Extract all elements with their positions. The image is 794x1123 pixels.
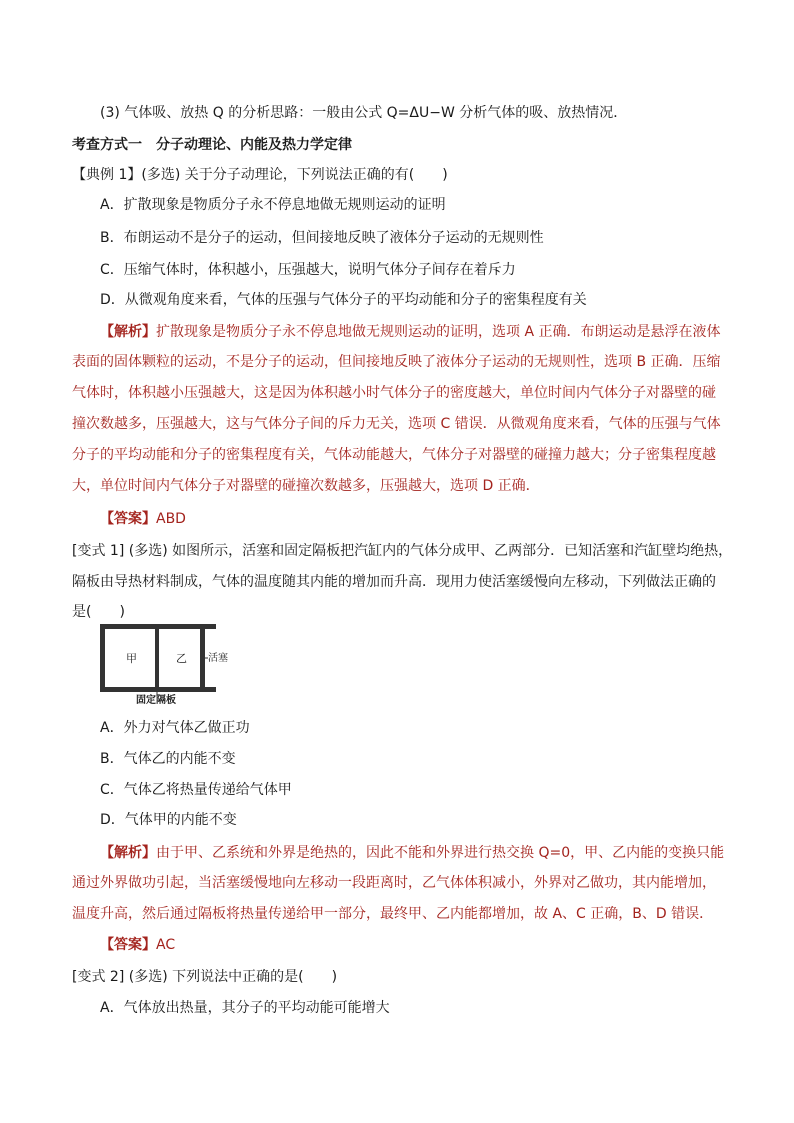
variant1-stem-line-1: [变式 1] (多选) 如图所示，活塞和固定隔板把汽缸内的气体分成甲、乙两部分．已知活塞和汽缸壁均绝热， <box>72 543 733 559</box>
variant1-answer-label: 【答案】 <box>100 937 156 953</box>
variant2-stem: [变式 2] (多选) 下列说法中正确的是( ) <box>72 969 338 985</box>
example1-analysis-text-1: 扩散现象是物质分子永不停息地做无规则运动的证明，选项 A 正确．布朗运动是悬浮在液体 <box>156 324 721 340</box>
variant1-analysis-label: 【解析】 <box>100 845 156 861</box>
variant1-option-c: C．气体乙将热量传递给气体甲 <box>100 782 292 798</box>
variant1-analysis-line-3: 温度升高，然后通过隔板将热量传递给甲一部分，最终甲、乙内能都增加，故 A、C 正确，B、D 错误． <box>72 906 714 922</box>
example1-answer <box>100 509 186 529</box>
fixed-partition <box>155 629 159 687</box>
partition-label: 固定隔板 <box>136 695 176 706</box>
gas-jia-label: 甲 <box>126 652 137 665</box>
piston <box>200 629 205 687</box>
example1-analysis-line-5: 分子的平均动能和分子的密集程度有关，气体动能越大，气体分子对器壁的碰撞力越大；分子密集程度越 <box>72 447 716 463</box>
variant1-stem-line-3: 是( ) <box>72 604 125 620</box>
example1-option-c: C．压缩气体时，体积越小，压强越大，说明气体分子间存在着斥力 <box>100 262 516 278</box>
variant1-analysis-line-2: 通过外界做功引起，当活塞缓慢地向左移动一段距离时，乙气体体积减小，外界对乙做功，其内能增加， <box>72 875 716 891</box>
example1-option-d: D．从微观角度来看，气体的压强与气体分子的平均动能和分子的密集程度有关 <box>100 292 587 308</box>
gas-yi-label: 乙 <box>176 652 187 665</box>
variant1-stem-line-2: 隔板由导热材料制成，气体的温度随其内能的增加而升高．现用力使活塞缓慢向左移动，下列做法正确的 <box>72 574 716 590</box>
example1-stem: 【典例 1】(多选) 关于分子动理论，下列说法正确的有( ) <box>72 167 448 183</box>
variant2-option-a: A．气体放出热量，其分子的平均动能可能增大 <box>100 1000 390 1016</box>
example1-answer-value: ABD <box>156 511 186 527</box>
cylinder-bottom-wall <box>100 687 216 692</box>
cylinder-left-wall <box>100 624 105 692</box>
variant1-answer <box>100 935 175 955</box>
example1-option-b: B．布朗运动不是分子的运动，但间接地反映了液体分子运动的无规则性 <box>100 230 544 246</box>
example1-answer-label: 【答案】 <box>100 511 156 527</box>
piston-label: 活塞 <box>208 653 228 664</box>
variant1-answer-value: AC <box>156 937 176 953</box>
example1-analysis-line-3: 气体时，体积越小压强越大，这是因为体积越小时气体分子的密度越大，单位时间内气体分子对器壁的碰 <box>72 385 716 401</box>
example1-option-a: A．扩散现象是物质分子永不停息地做无规则运动的证明 <box>100 197 446 213</box>
variant1-option-d: D．气体甲的内能不变 <box>100 812 237 828</box>
example1-analysis-label: 【解析】 <box>100 324 156 340</box>
variant1-option-a: A．外力对气体乙做正功 <box>100 720 250 736</box>
cylinder-top-wall <box>100 624 216 629</box>
variant1-analysis-text-1: 由于甲、乙系统和外界是绝热的，因此不能和外界进行热交换 Q=0，甲、乙内能的变换只能 <box>156 845 725 861</box>
intro-line: (3) 气体吸、放热 Q 的分析思路：一般由公式 Q=ΔU−W 分析气体的吸、放热情况． <box>100 105 628 121</box>
cylinder-figure <box>100 624 240 708</box>
section-title: 考查方式一 分子动理论、内能及热力学定律 <box>72 137 352 153</box>
example1-analysis-line-1 <box>100 322 720 342</box>
example1-analysis-line-6: 大，单位时间内气体分子对器壁的碰撞次数越多，压强越大，选项 D 正确． <box>72 478 540 494</box>
variant1-option-b: B．气体乙的内能不变 <box>100 751 236 767</box>
variant1-analysis-line-1 <box>100 843 724 863</box>
example1-analysis-line-4: 撞次数越多，压强越大，这与气体分子间的斥力无关，选项 C 错误．从微观角度来看，气体的压强与气体 <box>72 416 721 432</box>
example1-analysis-line-2: 表面的固体颗粒的运动，不是分子的运动，但间接地反映了液体分子运动的无规则性，选项 B 正确．压缩 <box>72 354 721 370</box>
